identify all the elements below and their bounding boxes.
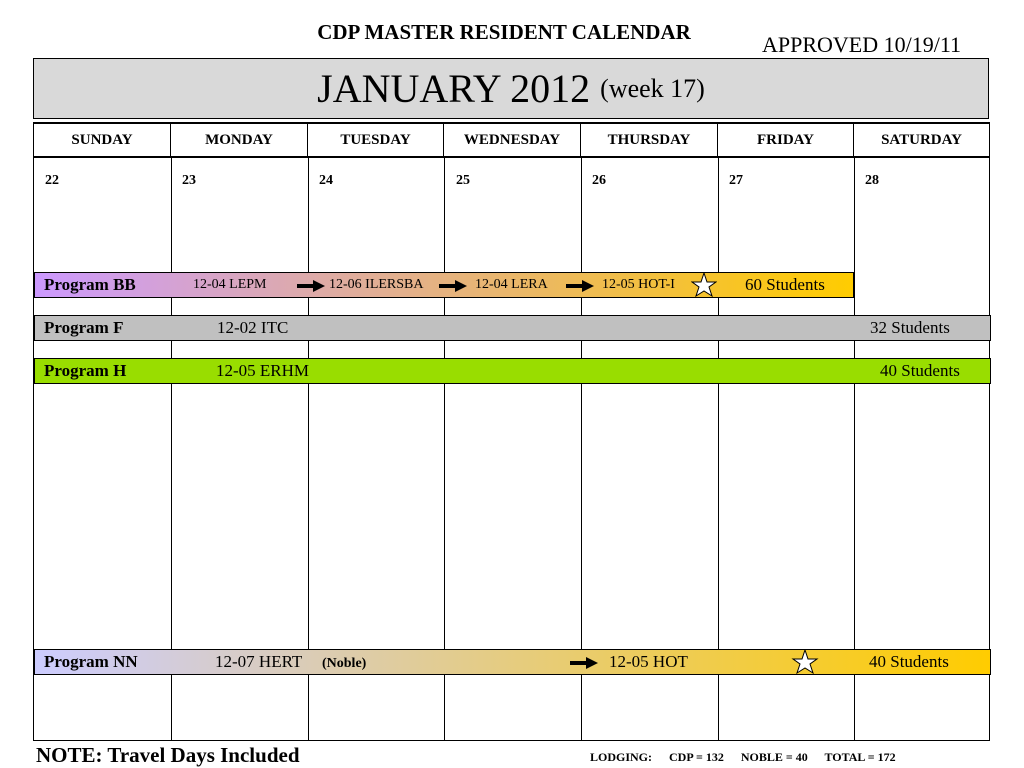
arrow-right-icon [566, 280, 594, 292]
program-bb-course-3: 12-04 LERA [475, 277, 548, 292]
weekday-sunday: SUNDAY [33, 124, 170, 156]
program-f-students: 32 Students [870, 318, 950, 337]
program-nn-course: 12-07 HERT [215, 652, 303, 671]
weekday-friday: FRIDAY [717, 124, 853, 156]
date-28: 28 [865, 173, 879, 188]
program-h-label: Program H [44, 361, 127, 380]
weekday-header-row [33, 122, 990, 158]
date-27: 27 [729, 173, 743, 188]
program-bb-label: Program BB [44, 275, 136, 294]
lodging-noble: NOBLE = 40 [740, 750, 808, 764]
program-nn-students: 40 Students [869, 652, 949, 671]
week-label: (week 17) [600, 73, 705, 103]
program-bb-students: 60 Students [745, 275, 825, 294]
program-nn-label: Program NN [44, 652, 138, 671]
program-f-label: Program F [44, 318, 124, 337]
program-nn-course-note: (Noble) [322, 656, 367, 671]
program-nn-band [34, 649, 991, 675]
star-icon [790, 649, 820, 675]
lodging-cdp: CDP = 132 [669, 750, 724, 764]
lodging-summary [590, 750, 910, 765]
program-h-students: 40 Students [880, 361, 960, 380]
program-bb-course-1: 12-04 LEPM [193, 277, 267, 292]
program-h-band [34, 358, 991, 384]
date-23: 23 [182, 173, 196, 188]
date-22: 22 [45, 173, 59, 188]
star-icon [691, 272, 717, 298]
program-bb-course-4: 12-05 HOT-I [602, 277, 675, 292]
month-label: JANUARY 2012 [317, 66, 591, 111]
program-f-course: 12-02 ITC [217, 318, 289, 337]
month-header [33, 58, 989, 119]
travel-note: NOTE: Travel Days Included [36, 743, 300, 767]
arrow-right-icon [570, 657, 598, 669]
approved-date: APPROVED 10/19/11 [762, 32, 962, 57]
program-bb-band [34, 272, 854, 298]
date-26: 26 [592, 173, 606, 188]
program-nn-course-next: 12-05 HOT [609, 652, 688, 671]
arrow-right-icon [297, 280, 325, 292]
program-bb-course-2: 12-06 ILERSBA [329, 277, 424, 292]
lodging-label: LODGING: [590, 750, 653, 764]
lodging-total: TOTAL = 172 [824, 750, 896, 764]
calendar-grid [33, 158, 990, 741]
weekday-tuesday: TUESDAY [307, 124, 443, 156]
calendar-title: CDP MASTER RESIDENT CALENDAR [317, 20, 691, 44]
date-25: 25 [456, 173, 470, 188]
weekday-monday: MONDAY [170, 124, 307, 156]
weekday-wednesday: WEDNESDAY [443, 124, 580, 156]
program-f-band [34, 315, 991, 341]
date-24: 24 [319, 173, 333, 188]
weekday-saturday: SATURDAY [853, 124, 990, 156]
arrow-right-icon [439, 280, 467, 292]
weekday-thursday: THURSDAY [580, 124, 717, 156]
program-h-course: 12-05 ERHM [216, 361, 310, 380]
